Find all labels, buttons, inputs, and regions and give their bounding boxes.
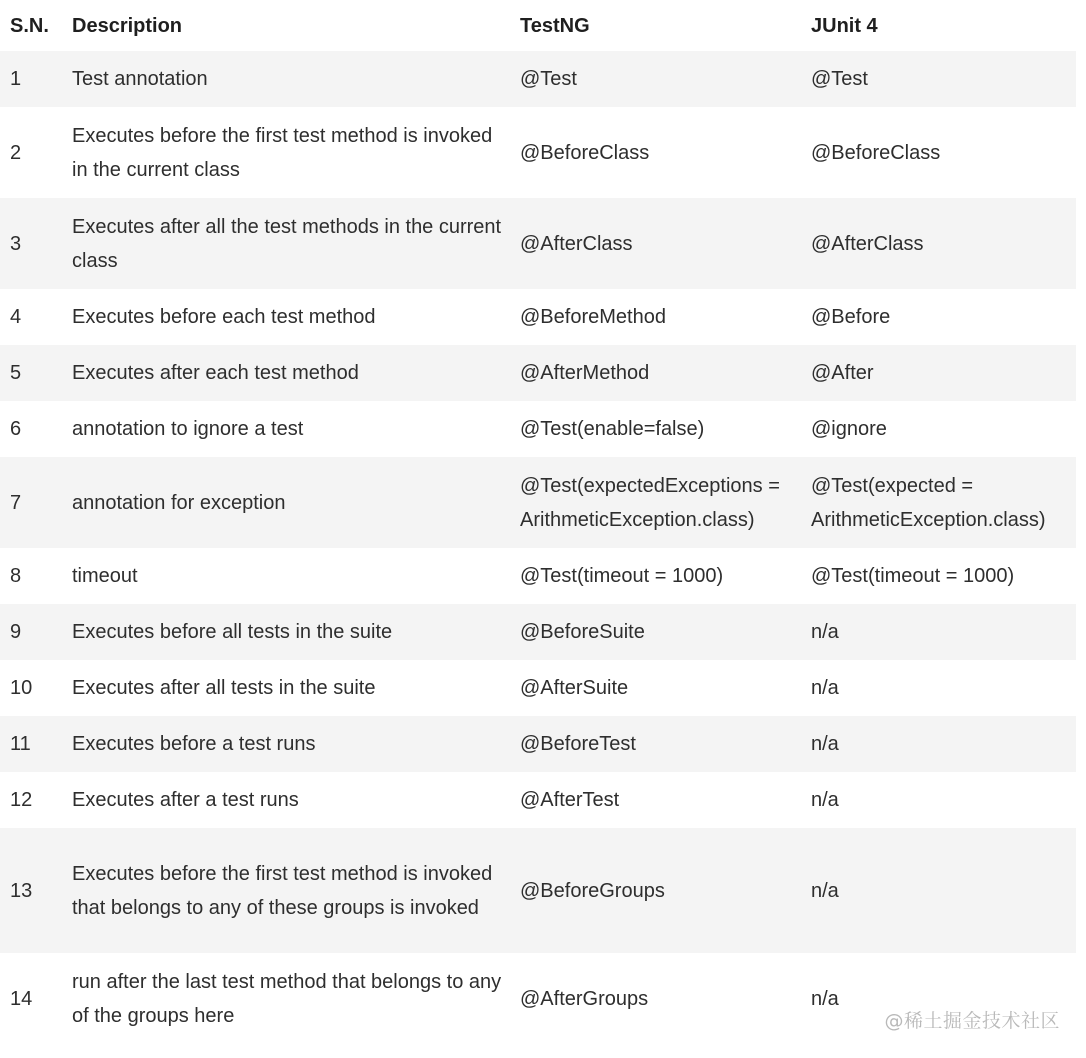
- cell-description: Executes before a test runs: [62, 716, 511, 772]
- cell-sn: 5: [0, 345, 62, 401]
- cell-testng: @BeforeGroups: [511, 828, 802, 953]
- cell-junit: @Test: [802, 51, 1076, 107]
- cell-testng: @BeforeTest: [511, 716, 802, 772]
- cell-testng: @BeforeSuite: [511, 604, 802, 660]
- cell-junit: @Test(expected = ArithmeticException.class): [802, 457, 1076, 548]
- cell-sn: 11: [0, 716, 62, 772]
- header-description: Description: [62, 0, 511, 51]
- cell-testng: @Test(enable=false): [511, 401, 802, 457]
- header-junit: JUnit 4: [802, 0, 1076, 51]
- cell-description: annotation to ignore a test: [62, 401, 511, 457]
- table-row: [0, 828, 1076, 953]
- cell-sn: 9: [0, 604, 62, 660]
- cell-junit: n/a: [802, 716, 1076, 772]
- cell-description: timeout: [62, 548, 511, 604]
- table-row: [0, 548, 1076, 604]
- cell-sn: 8: [0, 548, 62, 604]
- cell-description: annotation for exception: [62, 457, 511, 548]
- cell-sn: 4: [0, 289, 62, 345]
- cell-junit: @After: [802, 345, 1076, 401]
- cell-junit: @Before: [802, 289, 1076, 345]
- cell-sn: 6: [0, 401, 62, 457]
- cell-description: Executes before the first test method is invoked that belongs to any of these groups is invoked: [62, 828, 511, 953]
- cell-sn: 14: [0, 953, 62, 1044]
- cell-description: Test annotation: [62, 51, 511, 107]
- cell-junit: n/a: [802, 772, 1076, 828]
- cell-testng: @Test(timeout = 1000): [511, 548, 802, 604]
- cell-testng: @AfterClass: [511, 198, 802, 289]
- table-row: [0, 660, 1076, 716]
- header-sn: S.N.: [0, 0, 62, 51]
- cell-sn: 7: [0, 457, 62, 548]
- watermark: @稀土掘金技术社区: [884, 1010, 1060, 1032]
- header-testng: TestNG: [511, 0, 802, 51]
- table-row: [0, 289, 1076, 345]
- cell-testng: @AfterGroups: [511, 953, 802, 1044]
- table-row: [0, 107, 1076, 198]
- cell-junit: n/a: [802, 828, 1076, 953]
- cell-sn: 12: [0, 772, 62, 828]
- header-row: [0, 0, 1076, 51]
- cell-sn: 2: [0, 107, 62, 198]
- cell-testng: @AfterMethod: [511, 345, 802, 401]
- cell-junit: @ignore: [802, 401, 1076, 457]
- cell-sn: 10: [0, 660, 62, 716]
- table-row: [0, 51, 1076, 107]
- table-row: [0, 772, 1076, 828]
- cell-description: Executes before the first test method is invoked in the current class: [62, 107, 511, 198]
- cell-testng: @Test(expectedExceptions = ArithmeticException.class): [511, 457, 802, 548]
- cell-testng: @BeforeMethod: [511, 289, 802, 345]
- cell-junit: n/a: [802, 953, 1076, 1044]
- cell-junit: n/a: [802, 660, 1076, 716]
- table-header: [0, 0, 1076, 51]
- table-row: [0, 604, 1076, 660]
- cell-testng: @AfterTest: [511, 772, 802, 828]
- cell-sn: 13: [0, 828, 62, 953]
- cell-junit: @Test(timeout = 1000): [802, 548, 1076, 604]
- cell-description: Executes after all tests in the suite: [62, 660, 511, 716]
- cell-testng: @AfterSuite: [511, 660, 802, 716]
- table-body: [0, 51, 1076, 1044]
- cell-junit: n/a: [802, 604, 1076, 660]
- cell-description: Executes before all tests in the suite: [62, 604, 511, 660]
- cell-testng: @Test: [511, 51, 802, 107]
- table-row: [0, 401, 1076, 457]
- cell-testng: @BeforeClass: [511, 107, 802, 198]
- cell-sn: 3: [0, 198, 62, 289]
- cell-description: run after the last test method that belongs to any of the groups here: [62, 953, 511, 1044]
- cell-description: Executes before each test method: [62, 289, 511, 345]
- table-row: [0, 716, 1076, 772]
- cell-description: Executes after all the test methods in the current class: [62, 198, 511, 289]
- cell-junit: @AfterClass: [802, 198, 1076, 289]
- cell-description: Executes after each test method: [62, 345, 511, 401]
- cell-junit: @BeforeClass: [802, 107, 1076, 198]
- cell-description: Executes after a test runs: [62, 772, 511, 828]
- cell-sn: 1: [0, 51, 62, 107]
- table-row: [0, 457, 1076, 548]
- table-row: [0, 345, 1076, 401]
- table-row: [0, 198, 1076, 289]
